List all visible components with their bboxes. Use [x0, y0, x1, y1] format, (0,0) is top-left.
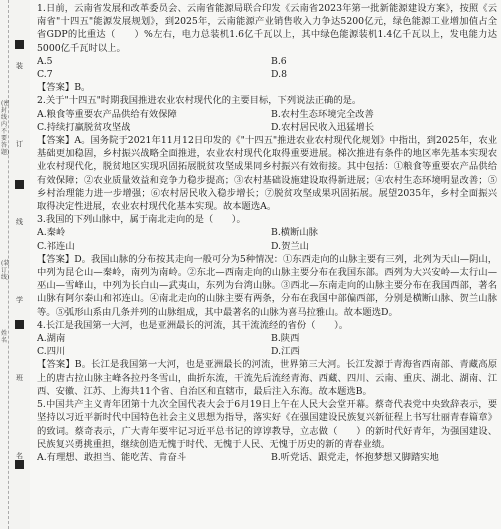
option-list: [37, 226, 497, 252]
option-list: [37, 55, 497, 81]
question-content: [37, 2, 497, 464]
option-item: A.有理想、敢担当、能吃苦、肯奋斗: [37, 451, 187, 463]
option-item: A.5: [37, 55, 53, 67]
option-item: D.农村居民收入迅猛增长: [271, 121, 375, 133]
binding-mark: [15, 460, 24, 469]
option-list: [37, 451, 497, 464]
question-text: 5.中国共产主义青年团第十九次全国代表大会于6月19日上午在人民大会堂开幕。蔡奇代表党中央致辞表示，要坚持以习近平新时代中国特色社会主义思想为指导，落实好《在强国建设民族复兴新征程上书写壮丽青春篇章》的致词。蔡奇表示，广大青年要牢记习近平总书记的谆谆教导，立志做（ ）的新时代好青年，为强国建设、民族复兴勇挑重担，继续创造无愧于时代、无愧于人民、无愧于历史的新的青春业绩。: [37, 399, 497, 450]
option-item: A.粮食等重要农产品供给有效保障: [37, 108, 177, 120]
binding-mark: [15, 320, 24, 329]
option-item: B.陕西: [271, 333, 300, 345]
question-text: 3.我国的下列山脉中，属于南北走向的是（ ）。: [37, 214, 246, 226]
option-item: D.贺兰山: [271, 240, 309, 252]
binding-mark: [15, 180, 24, 189]
binding-margin: [0, 0, 30, 529]
margin-side-text: (装订线): [1, 260, 10, 281]
option-item: B.听党话、跟党走，怀抱梦想又脚踏实地: [271, 451, 439, 463]
option-item: A.秦岭: [37, 227, 66, 239]
margin-label: 名: [16, 452, 23, 460]
margin-label: 订: [16, 140, 23, 148]
question-text: 2.关于"十四五"时期我国推进农业农村现代化的主要目标，下列说法正确的是。: [37, 95, 362, 107]
margin-label: 线: [16, 218, 23, 226]
option-item: D.江西: [271, 346, 300, 358]
margin-label: 班: [16, 374, 23, 382]
option-item: B.横断山脉: [271, 227, 318, 239]
margin-label: 学: [16, 296, 23, 304]
option-item: C.四川: [37, 346, 66, 358]
answer-text: 【答案】B。: [37, 82, 91, 94]
answer-text: 【答案】B。长江是我国第一大河，也是亚洲最长的河流，世界第三大河。长江发源于青海省西南部、青藏高原上的唐古拉山脉主峰各拉丹冬雪山，曲折东流，干流先后流经青海、西藏、四川、云南、重庆、湖北、湖南、江西、安徽、江苏、上海共11个省、自治区和直辖市，最后注入东海。故本题选B。: [37, 359, 497, 397]
option-item: B.6: [271, 55, 287, 67]
option-item: C.7: [37, 69, 53, 81]
margin-label: 装: [16, 62, 23, 70]
option-list: [37, 332, 497, 358]
margin-side-text: (密封线内不要答题): [1, 100, 10, 156]
option-item: C.祁连山: [37, 240, 75, 252]
option-item: A.湖南: [37, 333, 66, 345]
option-item: D.8: [271, 69, 287, 81]
margin-side-text: 姓名: [1, 330, 8, 344]
answer-text: 【答案】A。国务院于2021年11月12日印发的《"十四五"推进农业农村现代化规划》中指出，到2025年，农业基础更加稳固，乡村振兴战略全面推进，农业农村现代化取得重要进展。梯次推进有条件的地区率先基本实现农业农村现代化，脱贫地区实现巩固拓展脱贫攻坚成果同乡村振兴有效衔接。其中包括：①粮食等重要农产品供给有效保障；②农业质量效益和竞争力稳步提高；③农村基础设施建设取得新进展；④农村生态环境明显改善；⑤乡村治理能力进一步增强；⑥农村居民收入稳步增长；⑦脱贫攻坚成果巩固拓展。展望2035年，乡村全面振兴取得决定性进展，农业农村现代化基本实现。故本题选A。: [37, 135, 497, 213]
binding-mark: [15, 40, 24, 49]
question-text: 1.日前，云南省发展和改革委员会、云南省能源局联合印发《云南省2023年第一批新能源建设方案》，按照《云南省"十四五"能源发展规划》，到2025年，云南能源产业销售收入力争达5200亿元，绿色能源工业增加值占全省GDP的比重达（ ）%左右，电力总装机1.6亿千瓦以上，其中绿色能源装机1.4亿千瓦以上，发电能力达5000亿千瓦时以上。: [37, 3, 497, 54]
question-text: 4.长江是我国第一大河，也是亚洲最长的河流，其干流流经的省份（ ）。: [37, 319, 349, 331]
option-item: C.持续打赢脱贫攻坚战: [37, 121, 131, 133]
answer-text: 【答案】D。我国山脉的分布按其走向一般可分为5种情况：①东西走向的山脉主要有三列，北列为天山—阴山，中列为昆仑山—秦岭，南列为南岭。②东北—西南走向的山脉主要分布在我国东部。西列为大兴安岭—太行山—巫山—雪峰山，中列为长白山—武夷山，东列为台湾山脉。③西北—东南走向的山脉主要分布在我国西部，著名山脉有阿尔泰山和祁连山。④南北走向的山脉主要有两条，分布在我国中部偏西部，分别是横断山脉、贺兰山脉等。⑤弧形山系由几条并列的山脉组成，其中最著名的山脉为喜马拉雅山。故本题选D。: [37, 253, 497, 318]
option-item: B.农村生态环境完全改善: [271, 108, 374, 120]
option-list: [37, 108, 497, 134]
